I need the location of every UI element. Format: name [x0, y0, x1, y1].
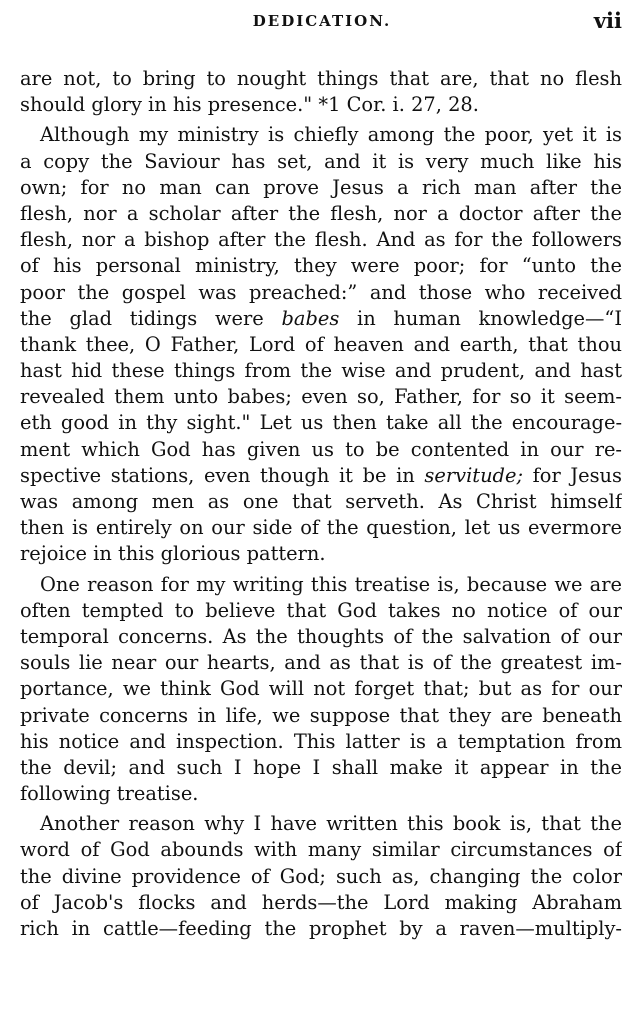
text-segment: spective stations, even though it be in: [20, 463, 425, 487]
text-line: own; for no man can prove Jesus a rich man after the: [20, 175, 622, 199]
text-line: are not, to bring to nought things that are, that no flesh: [20, 67, 622, 90]
text-line: flesh, nor a scholar after the flesh, nor a doctor after the: [20, 201, 622, 225]
text-line: rejoice in this glorious pattern.: [20, 542, 326, 566]
text-line: eth good in thy sight." Let us then take all the encourage-: [20, 411, 622, 435]
text-line: thank thee, O Father, Lord of heaven and earth, that thou: [20, 332, 622, 356]
running-title: DEDICATION.: [252, 12, 392, 30]
text-line: his notice and inspection. This latter is a temptation from: [20, 729, 622, 753]
page-number: vii: [593, 8, 622, 33]
text-line: the devil; and such I hope I shall make it appear in the: [20, 755, 622, 779]
text-line: of Jacob's flocks and herds—the Lord making Abraham: [20, 890, 622, 914]
text-line: One reason for my writing this treatise is, because we are: [40, 572, 622, 596]
text-line: Although my ministry is chiefly among the poor, yet it is: [40, 123, 622, 147]
paragraph: [20, 811, 622, 942]
text-line: was among men as one that serveth. As Christ himself: [20, 490, 622, 513]
text-line: of his personal ministry, they were poor; for “unto the: [20, 254, 622, 278]
text-line: ment which God has given us to be contented in our re-: [20, 437, 622, 461]
body-text: [20, 66, 622, 942]
text-segment: the glad tidings were: [20, 306, 282, 330]
text-line: [20, 306, 622, 332]
text-line: private concerns in life, we suppose that they are beneath: [20, 703, 622, 727]
italic-text: servitude;: [424, 463, 523, 487]
text-line: portance, we think God will not forget that; but as for our: [20, 677, 622, 701]
text-line: rich in cattle—feeding the prophet by a raven—multiply-: [20, 917, 622, 940]
paragraph: [20, 572, 622, 808]
italic-text: babes: [281, 306, 340, 330]
text-line: hast hid these things from the wise and prudent, and hast: [20, 359, 622, 383]
text-line: should glory in his presence." *1 Cor. i. 27, 28.: [20, 93, 479, 117]
text-line: often tempted to believe that God takes no notice of our: [20, 598, 622, 622]
text-line: following treatise.: [20, 782, 199, 806]
text-line: poor the gospel was preached:” and those who received: [20, 280, 622, 304]
text-line: temporal concerns. As the thoughts of the salvation of our: [20, 624, 622, 648]
paragraph: [20, 122, 622, 567]
text-line: the divine providence of God; such as, changing the color: [20, 864, 622, 888]
text-line: revealed them unto babes; even so, Father, for so it seem-: [20, 385, 622, 409]
text-line: flesh, nor a bishop after the flesh. And as for the followers: [20, 228, 622, 252]
running-head: [20, 8, 624, 44]
paragraph: [20, 66, 622, 118]
text-line: a copy the Saviour has set, and it is very much like his: [20, 149, 622, 173]
text-line: Another reason why I have written this book is, that the: [40, 812, 622, 836]
text-line: [20, 463, 622, 489]
text-line: word of God abounds with many similar circumstances of: [20, 838, 622, 862]
text-segment: in human knowledge—“I: [339, 306, 622, 330]
text-line: then is entirely on our side of the question, let us evermore: [20, 516, 622, 540]
text-line: souls lie near our hearts, and as that is of the greatest im-: [20, 651, 622, 675]
text-segment: for Jesus: [522, 463, 622, 487]
